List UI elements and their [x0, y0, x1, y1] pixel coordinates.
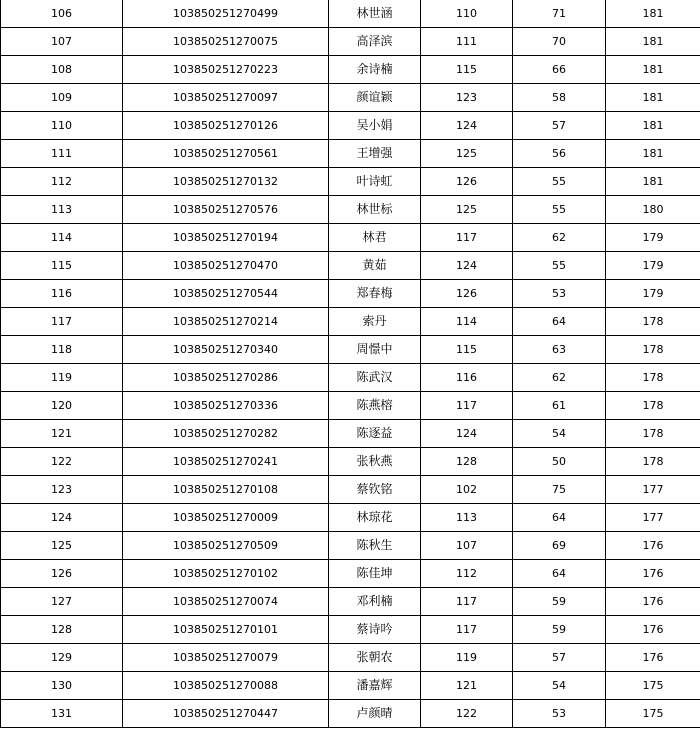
cell-name: 陈秋生 — [329, 532, 421, 560]
cell-score-1: 107 — [421, 532, 513, 560]
cell-score-1: 114 — [421, 308, 513, 336]
cell-score-1: 113 — [421, 504, 513, 532]
cell-exam-id: 103850251270079 — [123, 644, 329, 672]
cell-exam-id: 103850251270336 — [123, 392, 329, 420]
cell-index: 130 — [1, 672, 123, 700]
cell-index: 131 — [1, 700, 123, 728]
cell-total: 176 — [606, 532, 700, 560]
cell-score-1: 117 — [421, 224, 513, 252]
cell-name: 郑春梅 — [329, 280, 421, 308]
cell-score-2: 61 — [513, 392, 606, 420]
cell-index: 116 — [1, 280, 123, 308]
cell-total: 181 — [606, 56, 700, 84]
cell-name: 周憬中 — [329, 336, 421, 364]
cell-index: 119 — [1, 364, 123, 392]
cell-index: 120 — [1, 392, 123, 420]
cell-score-2: 56 — [513, 140, 606, 168]
cell-total: 179 — [606, 224, 700, 252]
table-row — [1, 56, 700, 84]
cell-score-1: 124 — [421, 112, 513, 140]
cell-total: 177 — [606, 476, 700, 504]
table-row — [1, 140, 700, 168]
cell-index: 113 — [1, 196, 123, 224]
cell-index: 117 — [1, 308, 123, 336]
cell-index: 128 — [1, 616, 123, 644]
cell-total: 181 — [606, 140, 700, 168]
cell-score-2: 66 — [513, 56, 606, 84]
cell-total: 178 — [606, 308, 700, 336]
cell-name: 邓利楠 — [329, 588, 421, 616]
cell-score-2: 64 — [513, 308, 606, 336]
cell-score-1: 124 — [421, 252, 513, 280]
cell-exam-id: 103850251270075 — [123, 28, 329, 56]
cell-index: 125 — [1, 532, 123, 560]
cell-index: 123 — [1, 476, 123, 504]
cell-name: 张朝农 — [329, 644, 421, 672]
table-row — [1, 672, 700, 700]
cell-name: 林琼花 — [329, 504, 421, 532]
cell-exam-id: 103850251270009 — [123, 504, 329, 532]
cell-total: 178 — [606, 448, 700, 476]
cell-name: 蔡钦铭 — [329, 476, 421, 504]
cell-score-2: 59 — [513, 616, 606, 644]
table-row — [1, 308, 700, 336]
cell-index: 106 — [1, 0, 123, 28]
cell-index: 114 — [1, 224, 123, 252]
cell-name: 卢颜晴 — [329, 700, 421, 728]
cell-exam-id: 103850251270447 — [123, 700, 329, 728]
cell-score-2: 54 — [513, 420, 606, 448]
cell-score-2: 57 — [513, 644, 606, 672]
cell-score-1: 124 — [421, 420, 513, 448]
cell-total: 176 — [606, 560, 700, 588]
cell-score-2: 55 — [513, 252, 606, 280]
cell-name: 索丹 — [329, 308, 421, 336]
cell-score-2: 50 — [513, 448, 606, 476]
cell-total: 181 — [606, 112, 700, 140]
cell-score-1: 102 — [421, 476, 513, 504]
cell-total: 178 — [606, 420, 700, 448]
cell-score-1: 119 — [421, 644, 513, 672]
cell-score-1: 122 — [421, 700, 513, 728]
cell-total: 178 — [606, 364, 700, 392]
cell-name: 潘嘉辉 — [329, 672, 421, 700]
cell-score-2: 55 — [513, 168, 606, 196]
cell-exam-id: 103850251270286 — [123, 364, 329, 392]
cell-score-1: 126 — [421, 168, 513, 196]
cell-total: 176 — [606, 588, 700, 616]
cell-score-2: 64 — [513, 504, 606, 532]
cell-exam-id: 103850251270576 — [123, 196, 329, 224]
cell-score-1: 112 — [421, 560, 513, 588]
cell-total: 178 — [606, 336, 700, 364]
cell-index: 110 — [1, 112, 123, 140]
cell-index: 107 — [1, 28, 123, 56]
cell-name: 张秋燕 — [329, 448, 421, 476]
table-row — [1, 28, 700, 56]
table-row — [1, 252, 700, 280]
cell-score-2: 64 — [513, 560, 606, 588]
cell-score-1: 117 — [421, 392, 513, 420]
cell-name: 陈佳坤 — [329, 560, 421, 588]
cell-score-1: 116 — [421, 364, 513, 392]
cell-score-1: 125 — [421, 140, 513, 168]
cell-score-2: 53 — [513, 700, 606, 728]
cell-index: 121 — [1, 420, 123, 448]
cell-score-1: 117 — [421, 616, 513, 644]
cell-score-1: 115 — [421, 336, 513, 364]
cell-score-1: 117 — [421, 588, 513, 616]
cell-score-2: 75 — [513, 476, 606, 504]
cell-total: 176 — [606, 644, 700, 672]
table-row — [1, 0, 700, 28]
cell-name: 王增强 — [329, 140, 421, 168]
cell-score-1: 123 — [421, 84, 513, 112]
cell-total: 180 — [606, 196, 700, 224]
cell-total: 181 — [606, 168, 700, 196]
cell-name: 陈武汉 — [329, 364, 421, 392]
cell-score-2: 62 — [513, 224, 606, 252]
table-body — [1, 0, 700, 728]
cell-score-2: 63 — [513, 336, 606, 364]
cell-exam-id: 103850251270544 — [123, 280, 329, 308]
cell-exam-id: 103850251270088 — [123, 672, 329, 700]
cell-name: 陈逐益 — [329, 420, 421, 448]
cell-total: 176 — [606, 616, 700, 644]
cell-name: 陈燕榕 — [329, 392, 421, 420]
cell-exam-id: 103850251270126 — [123, 112, 329, 140]
cell-score-1: 115 — [421, 56, 513, 84]
cell-index: 122 — [1, 448, 123, 476]
cell-total: 179 — [606, 252, 700, 280]
table-row — [1, 364, 700, 392]
cell-total: 181 — [606, 0, 700, 28]
cell-exam-id: 103850251270282 — [123, 420, 329, 448]
table-row — [1, 616, 700, 644]
cell-index: 126 — [1, 560, 123, 588]
cell-total: 179 — [606, 280, 700, 308]
cell-score-1: 110 — [421, 0, 513, 28]
cell-index: 129 — [1, 644, 123, 672]
table-row — [1, 280, 700, 308]
cell-exam-id: 103850251270132 — [123, 168, 329, 196]
cell-exam-id: 103850251270214 — [123, 308, 329, 336]
cell-index: 118 — [1, 336, 123, 364]
table-row — [1, 476, 700, 504]
cell-total: 178 — [606, 392, 700, 420]
cell-index: 108 — [1, 56, 123, 84]
table-row — [1, 112, 700, 140]
cell-exam-id: 103850251270561 — [123, 140, 329, 168]
table-row — [1, 84, 700, 112]
cell-score-2: 53 — [513, 280, 606, 308]
table-row — [1, 224, 700, 252]
table-row — [1, 560, 700, 588]
table-row — [1, 448, 700, 476]
table-row — [1, 196, 700, 224]
cell-score-1: 111 — [421, 28, 513, 56]
cell-score-2: 62 — [513, 364, 606, 392]
cell-total: 177 — [606, 504, 700, 532]
cell-index: 109 — [1, 84, 123, 112]
table-row — [1, 336, 700, 364]
cell-score-1: 121 — [421, 672, 513, 700]
cell-index: 111 — [1, 140, 123, 168]
table-row — [1, 504, 700, 532]
cell-exam-id: 103850251270101 — [123, 616, 329, 644]
cell-score-2: 55 — [513, 196, 606, 224]
table-row — [1, 392, 700, 420]
cell-score-1: 126 — [421, 280, 513, 308]
cell-total: 175 — [606, 700, 700, 728]
cell-score-2: 58 — [513, 84, 606, 112]
cell-exam-id: 103850251270074 — [123, 588, 329, 616]
cell-score-2: 69 — [513, 532, 606, 560]
cell-total: 181 — [606, 84, 700, 112]
cell-exam-id: 103850251270223 — [123, 56, 329, 84]
cell-index: 115 — [1, 252, 123, 280]
table-row — [1, 588, 700, 616]
cell-index: 112 — [1, 168, 123, 196]
cell-exam-id: 103850251270194 — [123, 224, 329, 252]
cell-exam-id: 103850251270340 — [123, 336, 329, 364]
cell-exam-id: 103850251270102 — [123, 560, 329, 588]
table-row — [1, 532, 700, 560]
cell-exam-id: 103850251270241 — [123, 448, 329, 476]
cell-name: 林世涵 — [329, 0, 421, 28]
cell-name: 颜谊颖 — [329, 84, 421, 112]
cell-index: 127 — [1, 588, 123, 616]
cell-exam-id: 103850251270108 — [123, 476, 329, 504]
cell-exam-id: 103850251270509 — [123, 532, 329, 560]
table-row — [1, 168, 700, 196]
table-row — [1, 700, 700, 728]
cell-total: 181 — [606, 28, 700, 56]
cell-exam-id: 103850251270097 — [123, 84, 329, 112]
cell-name: 林世标 — [329, 196, 421, 224]
cell-score-1: 125 — [421, 196, 513, 224]
cell-exam-id: 103850251270470 — [123, 252, 329, 280]
cell-score-2: 71 — [513, 0, 606, 28]
cell-score-1: 128 — [421, 448, 513, 476]
cell-index: 124 — [1, 504, 123, 532]
cell-score-2: 57 — [513, 112, 606, 140]
cell-name: 黄茹 — [329, 252, 421, 280]
cell-exam-id: 103850251270499 — [123, 0, 329, 28]
cell-name: 蔡诗吟 — [329, 616, 421, 644]
cell-name: 高泽滨 — [329, 28, 421, 56]
cell-score-2: 59 — [513, 588, 606, 616]
cell-name: 吴小娟 — [329, 112, 421, 140]
cell-total: 175 — [606, 672, 700, 700]
cell-name: 余诗楠 — [329, 56, 421, 84]
cell-name: 叶诗虹 — [329, 168, 421, 196]
table-row — [1, 644, 700, 672]
cell-score-2: 54 — [513, 672, 606, 700]
cell-score-2: 70 — [513, 28, 606, 56]
cell-name: 林君 — [329, 224, 421, 252]
table-row — [1, 420, 700, 448]
